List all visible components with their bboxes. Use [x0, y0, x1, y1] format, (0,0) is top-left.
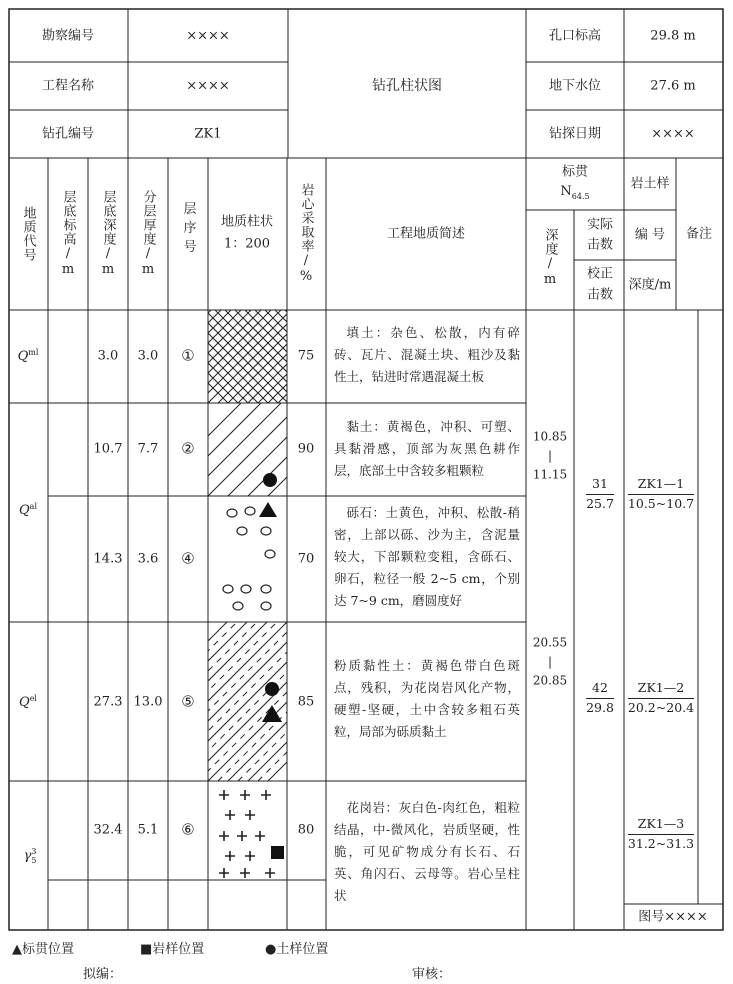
- sample-2-no: ZK1—2: [628, 682, 694, 699]
- sample-1-no: ZK1—1: [628, 478, 694, 495]
- col-remarks: 备注: [685, 226, 713, 242]
- geo-code-gamma: [24, 847, 37, 865]
- groundwater-label: 地下水位: [548, 78, 602, 94]
- layer-3-depth: 14.3: [93, 551, 123, 567]
- col-spt-actual-2: 击数: [586, 237, 614, 253]
- col-spt-corrected-1: 校正: [586, 266, 614, 282]
- spt-1-blows: [586, 478, 614, 510]
- layer-4-no: ⑤: [181, 692, 195, 711]
- survey-no-label: 勘察编号: [41, 28, 95, 44]
- sample-2-depth: 20.2~20.4: [627, 699, 695, 715]
- col-spt-depth: 深度/m: [542, 228, 558, 288]
- granite-pattern: [219, 790, 275, 878]
- hole-label: 钻孔编号: [41, 126, 95, 142]
- sample-2: [628, 682, 694, 714]
- geo-code-5-main: γ: [23, 848, 32, 864]
- geo-code-3-main: Q: [19, 503, 30, 519]
- layer-2-thickness: 7.7: [137, 441, 159, 457]
- geo-code-q-al: [19, 503, 37, 517]
- layer-2-no: ②: [181, 439, 195, 458]
- geo-code-3-sup: al: [29, 501, 37, 511]
- geo-code-5-sub: 5: [31, 856, 37, 865]
- layer-1-depth: 3.0: [97, 348, 119, 364]
- col-spt-actual-1: 实际: [586, 217, 614, 233]
- col-spt-corrected-2: 击数: [586, 287, 614, 303]
- reviewed-by: 审核：: [412, 967, 452, 982]
- col-geo-code: 地质代号: [20, 206, 36, 262]
- layer-3-no: ④: [181, 549, 195, 568]
- geo-code-1-main: Q: [17, 349, 29, 365]
- layer-4-thickness: 13.0: [133, 694, 163, 710]
- col-sample-no: 编 号: [634, 227, 666, 243]
- layer-5-core: 80: [297, 822, 315, 838]
- elevation-label: 孔口标高: [548, 28, 602, 44]
- spt-2-depth-top: 20.55: [532, 635, 568, 650]
- spt-2-depth: [533, 634, 567, 691]
- sample-3-no: ZK1—3: [628, 818, 694, 835]
- spt-1-depth: [533, 428, 567, 485]
- legend-spt: ▲标贯位置: [12, 942, 74, 957]
- rock-sample-marker: [271, 846, 284, 859]
- geo-code-q-ml: [18, 349, 39, 363]
- spt-2-depth-bottom: 20.85: [532, 673, 568, 688]
- layer-1-desc: 填土：杂色、松散，内有碎砖、瓦片、混凝土块、粗沙及黏性土，钻进时常遇混凝土板: [334, 325, 520, 384]
- soil-sample-marker: [263, 473, 277, 487]
- spt-1-actual: 31: [586, 478, 614, 495]
- spt-1-depth-bottom: 11.15: [532, 467, 568, 482]
- geo-code-4-sup: el: [29, 693, 37, 703]
- project-value: ××××: [186, 78, 230, 94]
- layer-4-core: 85: [297, 694, 315, 710]
- layer-1-thickness: 3.0: [137, 348, 159, 364]
- col-spt-n: [560, 185, 589, 201]
- date-value: ××××: [651, 126, 695, 142]
- sample-1-depth: 10.5~10.7: [627, 495, 695, 511]
- layer-5-no: ⑥: [181, 820, 195, 839]
- elevation-value: 29.8 m: [650, 28, 696, 44]
- col-layer-no: 层序号: [180, 201, 196, 259]
- col-core-rate: 岩心采取率/%: [298, 183, 314, 285]
- date-label: 钻探日期: [548, 126, 602, 142]
- layer-2-depth: 10.7: [93, 441, 123, 457]
- col-spt-title: 标贯: [561, 164, 589, 180]
- soil-sample-marker-2: [265, 682, 279, 696]
- figure-number: 图号××××: [638, 909, 708, 925]
- layer-2-core: 90: [297, 441, 315, 457]
- geo-code-4-main: Q: [19, 695, 30, 711]
- spt-2-blows: [586, 682, 614, 714]
- project-label: 工程名称: [41, 78, 95, 94]
- spt-marker-2: [262, 705, 282, 722]
- survey-no-value: ××××: [186, 28, 230, 44]
- hole-value: ZK1: [194, 126, 222, 142]
- col-column-scale: 1：200: [223, 236, 271, 252]
- col-thickness: 分层厚度/m: [140, 190, 156, 278]
- spt-2-corrected: 29.8: [586, 699, 614, 715]
- groundwater-value: 27.6 m: [650, 78, 696, 94]
- sample-1: [628, 478, 694, 510]
- sample-3-depth: 31.2~31.3: [627, 835, 695, 851]
- spt-n-letter: N: [560, 184, 572, 200]
- col-description: 工程地质简述: [386, 226, 466, 242]
- legend-rock: ■岩样位置: [140, 942, 205, 957]
- chart-title: 钻孔柱状图: [372, 78, 442, 94]
- layer-1-core: 75: [297, 348, 315, 364]
- spt-1-corrected: 25.7: [586, 495, 614, 511]
- layer-5-desc: 花岗岩：灰白色-肉红色，粗粒结晶，中-微风化，岩质坚硬，性脆，可见矿物成分有长石、石英、角闪石、云母等。岩心呈柱状: [334, 800, 520, 903]
- legend-soil: ●土样位置: [265, 942, 329, 957]
- geo-code-1-sup: ml: [28, 347, 39, 357]
- spt-1-sep: |: [547, 448, 553, 463]
- col-sample-title: 岩土样: [630, 176, 670, 192]
- spt-2-actual: 42: [586, 682, 614, 699]
- geo-code-q-el: [19, 695, 37, 709]
- layer-3-core: 70: [297, 551, 315, 567]
- geo-code-5-sup: 3: [31, 847, 37, 856]
- spt-n-subscript: 64.5: [571, 191, 590, 201]
- spt-1-depth-top: 10.85: [532, 429, 568, 444]
- col-sample-depth: 深度/m: [628, 277, 672, 293]
- drafted-by: 拟编：: [83, 967, 123, 982]
- col-bottom-elev: 层底标高/m: [60, 190, 76, 278]
- layer-1-no: ①: [181, 346, 195, 365]
- spt-2-sep: |: [547, 654, 553, 669]
- col-bottom-depth: 层底深度/m: [100, 190, 116, 278]
- layer-3-thickness: 3.6: [137, 551, 159, 567]
- layer-5-depth: 32.4: [93, 822, 123, 838]
- spt-marker: [259, 502, 277, 517]
- sample-3: [628, 818, 694, 850]
- layer-4-depth: 27.3: [93, 694, 123, 710]
- gravel-pattern: [223, 507, 275, 610]
- layer-5-thickness: 5.1: [137, 822, 159, 838]
- layer-2-desc: 黏土：黄褐色，冲积、可塑、具黏滑感，顶部为灰黑色耕作层，底部土中含较多粗颗粒: [334, 419, 520, 478]
- col-column-title: 地质柱状: [220, 214, 274, 230]
- layer-3-desc: 砾石：土黄色，冲积、松散-稍密，上部以砾、沙为主，含泥量较大，下部颗粒变粗，含砾石、卵石，粒径一般 2~5 cm，个别达 7~9 cm，磨圆度好: [334, 505, 520, 608]
- layer-4-desc: 粉质黏性土：黄褐色带白色斑点，残积，为花岗岩风化产物，硬塑-坚硬，土中含较多粗石英粒，局部为砾质黏土: [334, 658, 520, 739]
